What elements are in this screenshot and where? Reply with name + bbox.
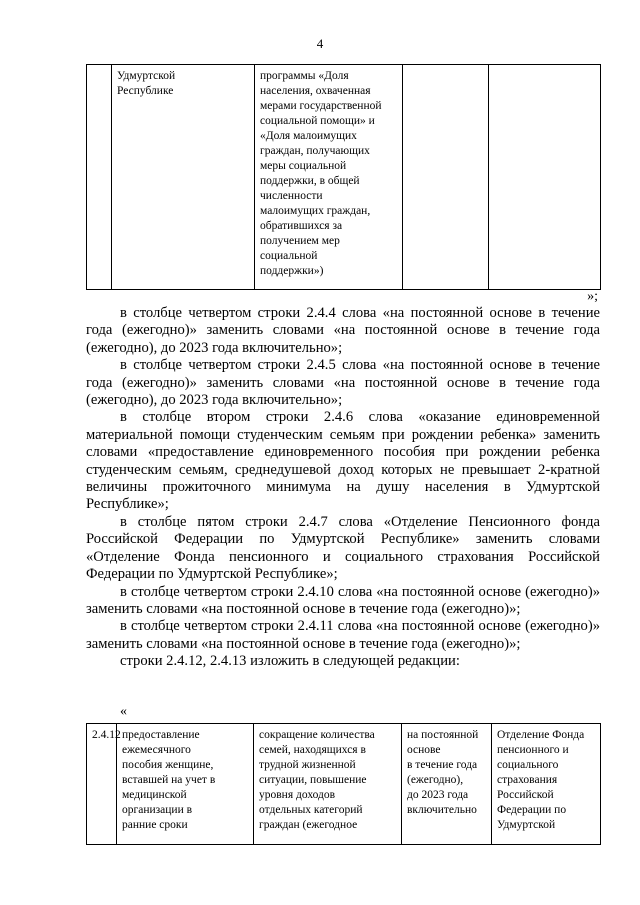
table-cell-name bbox=[112, 65, 255, 290]
table-cell-number: 2.4.12 bbox=[87, 724, 117, 845]
cell-line: меры социальной bbox=[260, 160, 347, 172]
cell-line: уровня доходов bbox=[259, 789, 336, 801]
table-cell-period bbox=[403, 65, 489, 290]
table-cell-measure bbox=[117, 724, 254, 845]
cell-line: ранние сроки bbox=[122, 819, 188, 831]
amendment-paragraph: в столбце четвертом строки 2.4.10 слова «на постоянной основе (ежегодно)» заменить словами «на постоянной основе в течение года (ежегодно)»; bbox=[86, 583, 600, 617]
cell-line: получением мер bbox=[260, 235, 340, 247]
cell-line: пособия женщине, bbox=[122, 759, 214, 771]
table-row bbox=[87, 724, 601, 845]
cell-line: сокращение количества bbox=[259, 729, 375, 741]
cell-line: ежемесячного bbox=[122, 744, 191, 756]
cell-line: Удмуртской bbox=[497, 819, 556, 831]
amendment-paragraph: в столбце четвертом строки 2.4.5 слова «на постоянной основе в течение года (ежегодно)» заменить словами «на постоянной основе в течение года (ежегодно), до 2023 года включительно»; bbox=[86, 357, 600, 409]
cell-line: социального bbox=[497, 759, 559, 771]
continued-table-fragment bbox=[86, 64, 601, 290]
cell-line: ситуации, повышение bbox=[259, 774, 367, 786]
cell-line: (ежегодно), bbox=[407, 774, 464, 786]
table-cell-executor bbox=[492, 724, 601, 845]
cell-line: Отделение Фонда bbox=[497, 729, 585, 741]
cell-line: страхования bbox=[497, 774, 558, 786]
closing-quote-mark: »; bbox=[587, 289, 598, 304]
cell-line: вставшей на учет в bbox=[122, 774, 216, 786]
cell-line: поддержки») bbox=[260, 265, 324, 277]
opening-quote-mark: « bbox=[120, 704, 127, 719]
cell-line: «Доля малоимущих bbox=[260, 130, 357, 142]
cell-line: до 2023 года bbox=[407, 789, 469, 801]
cell-line: пенсионного и bbox=[497, 744, 569, 756]
cell-line: организации в bbox=[122, 804, 193, 816]
cell-line: поддержки, в общей bbox=[260, 175, 360, 187]
cell-line: социальной помощи» и bbox=[260, 115, 375, 127]
table-cell-result bbox=[254, 724, 402, 845]
cell-line: в течение года bbox=[407, 759, 478, 771]
cell-line: основе bbox=[407, 744, 441, 756]
cell-line: включительно bbox=[407, 804, 477, 816]
table-cell-number bbox=[87, 65, 112, 290]
cell-line: трудной жизненной bbox=[259, 759, 356, 771]
cell-line: граждан (ежегодное bbox=[259, 819, 358, 831]
cell-line: численности bbox=[260, 190, 323, 202]
page-number: 4 bbox=[316, 36, 324, 51]
amendment-paragraph: в столбце четвертом строки 2.4.11 слова «на постоянной основе (ежегодно)» заменить словами «на постоянной основе в течение года (ежегодно)»; bbox=[86, 618, 600, 652]
cell-line: программы «Доля bbox=[260, 70, 349, 82]
cell-line: семей, находящихся в bbox=[259, 744, 366, 756]
table-row bbox=[87, 65, 601, 290]
cell-line: малоимущих граждан, bbox=[260, 205, 371, 217]
cell-line: граждан, получающих bbox=[260, 145, 370, 157]
cell-line: обратившихся за bbox=[260, 220, 343, 232]
cell-line: Российской bbox=[497, 789, 554, 801]
cell-line: Удмуртской bbox=[117, 70, 176, 82]
cell-line: Федерации по bbox=[497, 804, 567, 816]
cell-line: медицинской bbox=[122, 789, 187, 801]
lead-in-line: строки 2.4.12, 2.4.13 изложить в следующей редакции: bbox=[120, 653, 460, 670]
cell-line: Республике bbox=[117, 85, 174, 97]
table-cell-indicator bbox=[255, 65, 403, 290]
cell-line: мерами государственной bbox=[260, 100, 382, 112]
cell-line: предоставление bbox=[122, 729, 200, 741]
amendment-paragraph: в столбце пятом строки 2.4.7 слова «Отделение Пенсионного фонда Российской Федерации по Удмуртской Республике» заменить словами «Отделение Фонда пенсионного и социального страхования Российской Федерации по Удмуртской Республике»; bbox=[86, 513, 600, 583]
table-cell-executor bbox=[489, 65, 601, 290]
cell-line: социальной bbox=[260, 250, 318, 262]
new-rows-table bbox=[86, 723, 601, 845]
table-cell-period bbox=[402, 724, 492, 845]
cell-line: на постоянной bbox=[407, 729, 479, 741]
amendment-text bbox=[86, 305, 600, 671]
cell-line: населения, охваченная bbox=[260, 85, 371, 97]
amendment-paragraph: в столбце втором строки 2.4.6 слова «оказание единовременной материальной помощи студенческим семьям при рождении ребенка» заменить словами «предоставление единовременного пособия при рождении ребенка студенческим семьям, среднедушевой доход которых не превышает 2-кратной величины прожиточного минимума на душу населения в Удмуртской Республике»; bbox=[86, 409, 600, 513]
amendment-paragraph: в столбце четвертом строки 2.4.4 слова «на постоянной основе в течение года (ежегодно)» заменить словами «на постоянной основе в течение года (ежегодно), до 2023 года включительно»; bbox=[86, 305, 600, 356]
cell-line: отдельных категорий bbox=[259, 804, 363, 816]
